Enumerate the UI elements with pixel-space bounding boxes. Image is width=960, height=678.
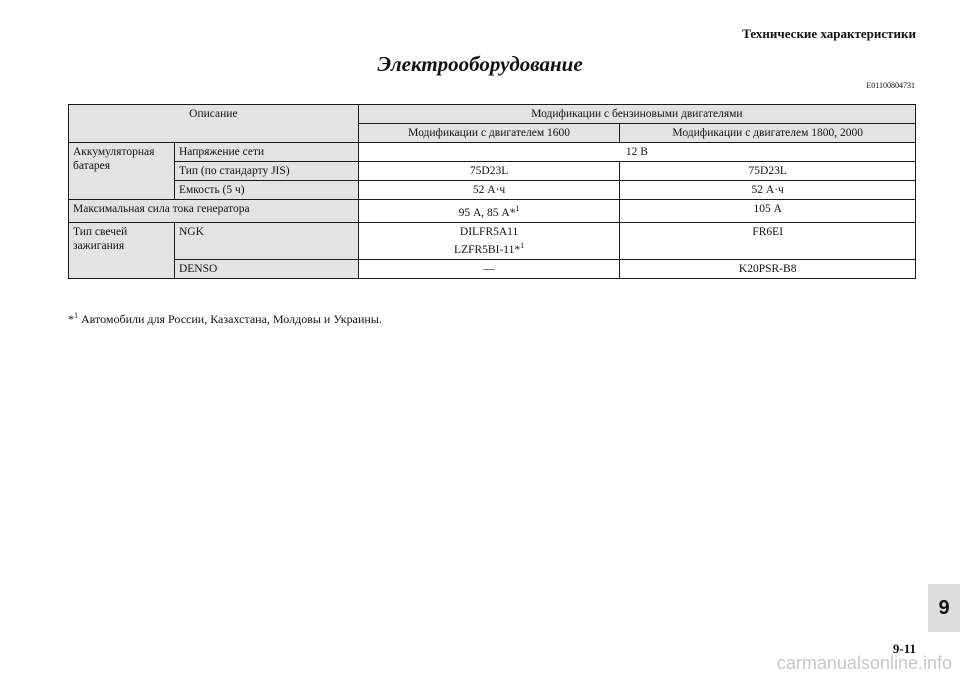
ngk-1600 (358, 222, 620, 259)
voltage-value: 12 В (358, 143, 915, 162)
header-petrol-group: Модификации с бензиновыми двигателями (358, 105, 915, 124)
table-row (69, 143, 916, 162)
ngk-label: NGK (174, 222, 358, 259)
battery-type-label: Тип (по стандарту JIS) (174, 162, 358, 181)
footnote-marker: * (68, 312, 74, 326)
generator-1600-text: 95 А, 85 А* (458, 206, 516, 219)
generator-1600 (358, 200, 620, 223)
chapter-tab: 9 (928, 584, 960, 632)
ngk-1600-line2-wrap (363, 239, 616, 257)
battery-label: Аккумуляторная батарея (69, 143, 175, 200)
footnote (68, 311, 382, 327)
footnote-sup: 1 (74, 311, 78, 320)
watermark: carmanualsonline.info (776, 653, 952, 673)
generator-1800: 105 А (620, 200, 916, 223)
table-row (69, 162, 916, 181)
electrical-spec-table (68, 104, 916, 279)
header-1800: Модификации с двигателем 1800, 2000 (620, 124, 916, 143)
footnote-ref: 1 (515, 204, 520, 213)
table-header-row (69, 105, 916, 124)
capacity-label: Емкость (5 ч) (174, 181, 358, 200)
capacity-1800: 52 А·ч (620, 181, 916, 200)
ngk-1800: FR6EI (620, 222, 916, 259)
ngk-1600-line1: DILFR5A11 (459, 225, 519, 238)
denso-1600: — (358, 259, 620, 278)
capacity-1600: 52 А·ч (358, 181, 620, 200)
document-code: E01100804731 (866, 81, 915, 90)
ngk-1600-line2: LZFR5BI-11* (454, 243, 521, 256)
voltage-label: Напряжение сети (174, 143, 358, 162)
footnote-text: Автомобили для России, Казахстана, Молдовы и Украины. (78, 312, 382, 326)
table-row (69, 200, 916, 223)
page-number: 9-11 (892, 641, 916, 656)
header-description: Описание (69, 105, 359, 143)
table-row (69, 222, 916, 259)
table-row (69, 181, 916, 200)
generator-label: Максимальная сила тока генератора (69, 200, 359, 223)
denso-1800: K20PSR-B8 (620, 259, 916, 278)
table-row (69, 259, 916, 278)
header-1600: Модификации с двигателем 1600 (358, 124, 620, 143)
section-header: Технические характеристики (742, 26, 916, 41)
page-title: Электрооборудование (377, 52, 583, 76)
denso-label: DENSO (174, 259, 358, 278)
battery-type-1800: 75D23L (620, 162, 916, 181)
plugs-label: Тип свечей зажигания (69, 222, 175, 278)
footnote-ref: 1 (520, 240, 525, 250)
battery-type-1600: 75D23L (358, 162, 620, 181)
